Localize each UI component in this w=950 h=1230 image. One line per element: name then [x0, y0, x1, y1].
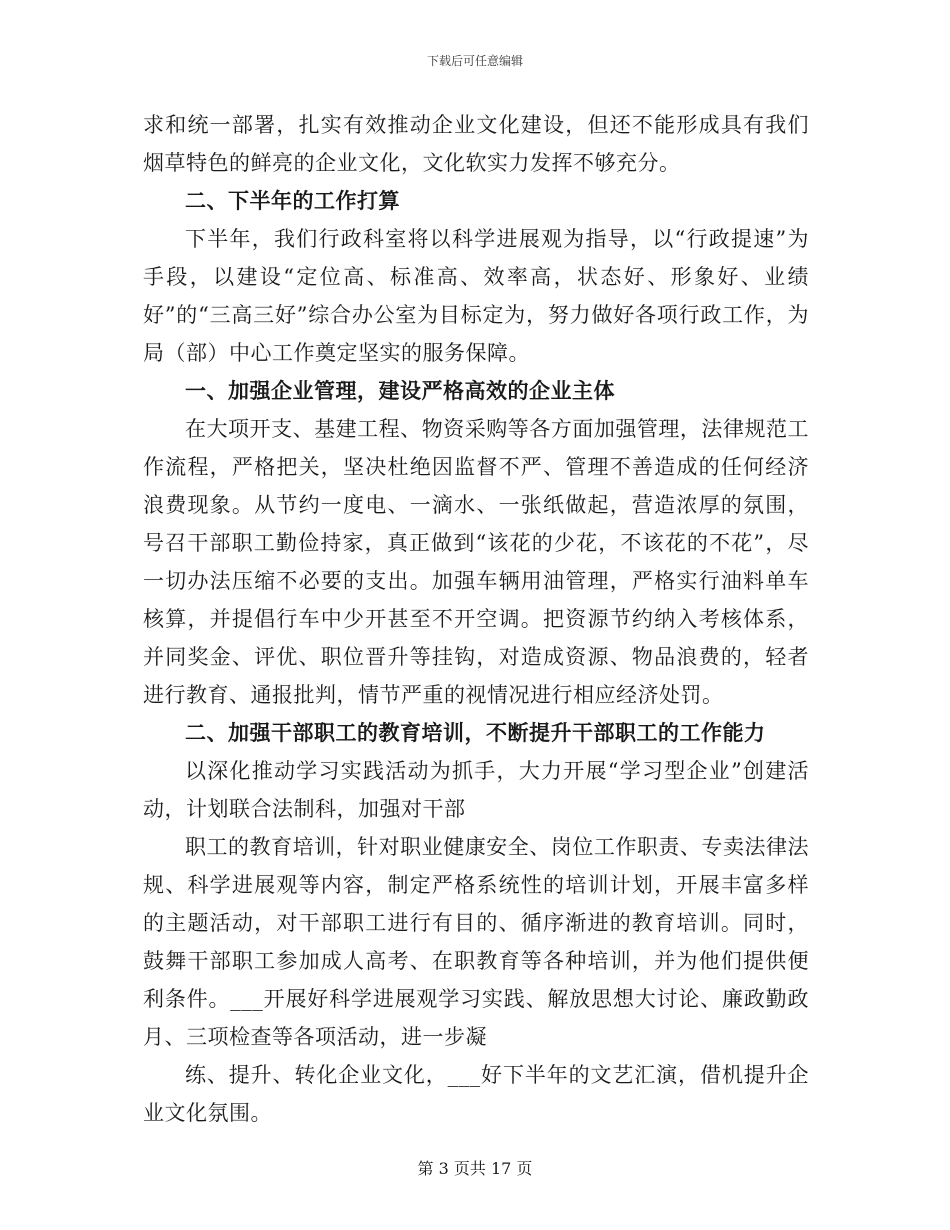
paragraph-continuation: 求和统一部署，扎实有效推动企业文化建设，但还不能形成具有我们烟草特色的鲜亮的企业文化，文化软实力发挥不够充分。: [143, 113, 809, 175]
paragraph-training-3: 练、提升、转化企业文化，___好下半年的文艺汇演，借机提升企业文化氛围。: [143, 1063, 809, 1125]
paragraph-training-2: 职工的教育培训，针对职业健康安全、岗位工作职责、专卖法律法规、科学进展观等内容，制定严格系统性的培训计划，开展丰富多样的主题活动，对干部职工进行有目的、循序渐进的教育培训。同时，鼓舞干部职工参加成人高考、在职教育等各种培训，并为他们提供便利条件。___开展好科学进展观学习实践、解放思想大讨论、廉政勤政月、三项检查等各项活动，进一步凝: [143, 835, 809, 1049]
paragraph-intro: 下半年，我们行政科室将以科学进展观为指导，以“行政提速”为手段，以建设“定位高、标准高、效率高，状态好、形象好、业绩好”的“三高三好”综合办公室为目标定为，努力做好各项行政工作，为局（部）中心工作奠定坚实的服务保障。: [143, 227, 809, 365]
paragraph-training-1: 以深化推动学习实践活动为抓手，大力开展“学习型企业”创建活动，计划联合法制科，加强对干部: [143, 759, 809, 821]
section-heading-training: 二、加强干部职工的教育培训，不断提升干部职工的工作能力: [185, 720, 766, 745]
page-header: 下载后可任意编辑: [426, 54, 523, 68]
document-body: [143, 106, 809, 1132]
page-footer: 第 3 页共 17 页: [417, 1159, 533, 1178]
section-heading-plan: 二、下半年的工作打算: [185, 188, 400, 213]
section-heading-management: 一、加强企业管理，建设严格高效的企业主体: [185, 378, 615, 403]
paragraph-management: 在大项开支、基建工程、物资采购等各方面加强管理，法律规范工作流程，严格把关，坚决杜绝因监督不严、管理不善造成的任何经济浪费现象。从节约一度电、一滴水、一张纸做起，营造浓厚的氛围，号召干部职工勤俭持家，真正做到“该花的少花，不该花的不花”，尽一切办法压缩不必要的支出。加强车辆用油管理，严格实行油料单车核算，并提倡行车中少开甚至不开空调。把资源节约纳入考核体系，并同奖金、评优、职位晋升等挂钩，对造成资源、物品浪费的，轻者进行教育、通报批判，情节严重的视情况进行相应经济处罚。: [143, 417, 809, 707]
